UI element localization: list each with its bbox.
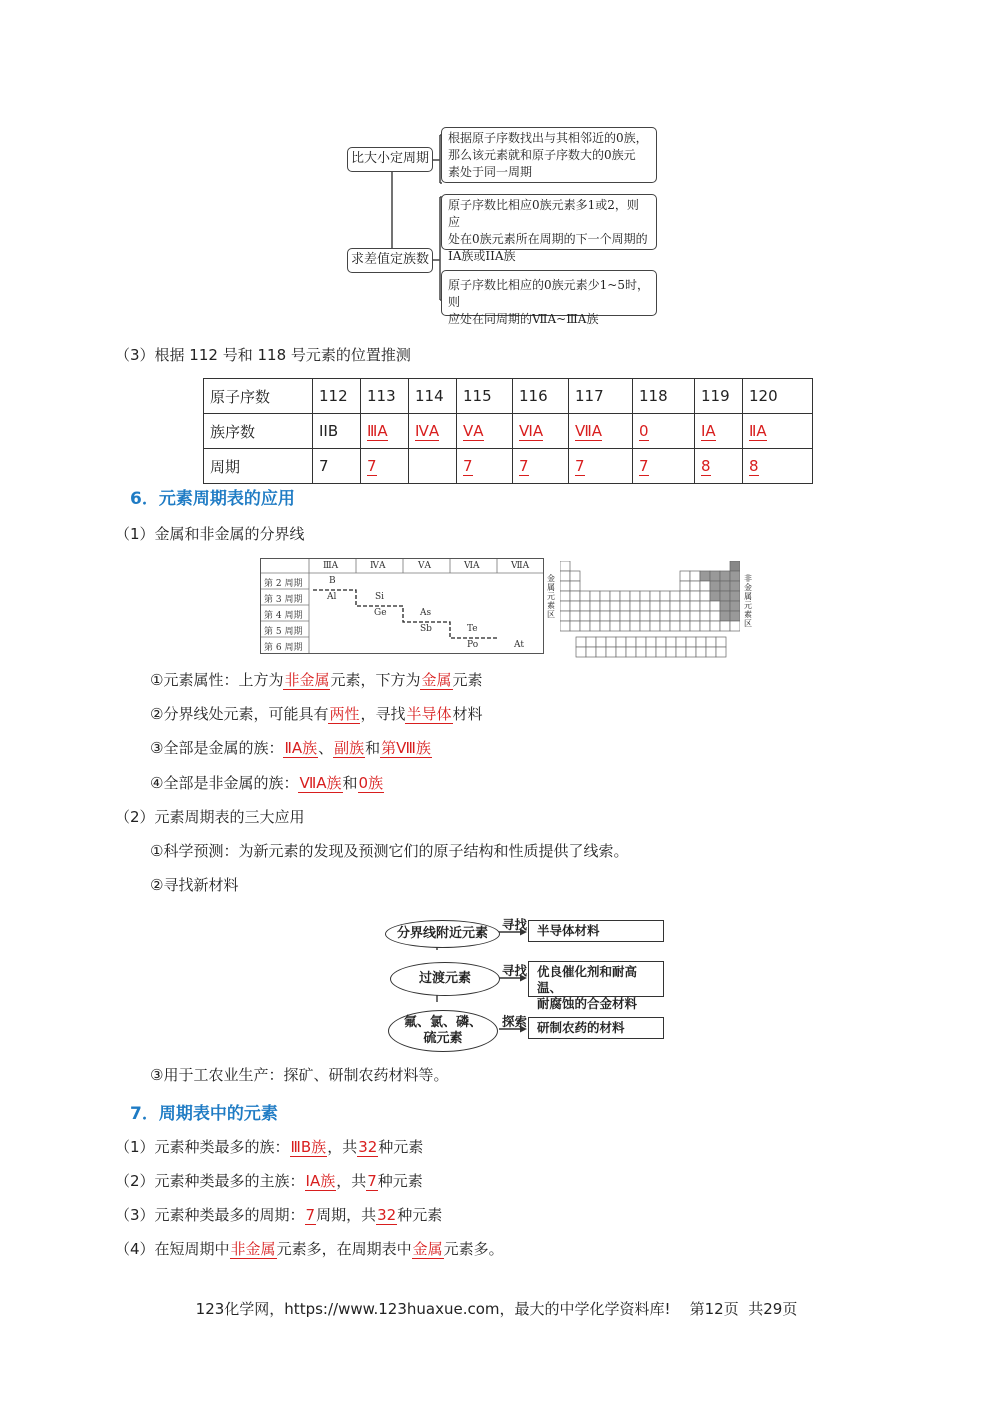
point-text: 元素，下方为 [330, 671, 421, 689]
table-cell-shape [576, 637, 586, 647]
table-cell-shape [580, 591, 590, 601]
table-cell-shape [610, 621, 620, 631]
table-cell-shape [660, 621, 670, 631]
table-cell-shape [560, 591, 570, 601]
answer-text: ⅦA族 [299, 774, 342, 792]
table-cell [513, 414, 569, 449]
table-cell-shape [560, 571, 570, 581]
answer-text: ⅢB族 [290, 1138, 327, 1156]
answer-text: 两性 [329, 705, 360, 723]
table-cell-shape [710, 621, 720, 631]
table-cell-shape [586, 637, 596, 647]
table-row [204, 414, 813, 449]
point-3 [150, 737, 432, 759]
table-cell [695, 414, 743, 449]
table-cell [361, 414, 409, 449]
point-4 [150, 772, 384, 794]
boundary-grid-lines [261, 559, 543, 653]
application-3: ③用于工农业生产：探矿、研制农药材料等。 [150, 1066, 449, 1084]
table-cell-shape [700, 571, 710, 581]
table-cell-shape [696, 647, 706, 657]
table-cell-shape [730, 581, 740, 591]
table-cell-shape [626, 647, 636, 657]
element-symbol: Si [375, 592, 385, 602]
table-cell-shape [560, 581, 570, 591]
table-cell-shape [620, 611, 630, 621]
table-cell-shape [680, 591, 690, 601]
answer-text: ⅠA族 [305, 1172, 336, 1190]
point-text: ③全部是金属的族： [150, 739, 284, 757]
table-cell-shape [720, 571, 730, 581]
table-cell-shape [600, 591, 610, 601]
table-cell-shape [606, 647, 616, 657]
line-text: 种元素 [397, 1206, 443, 1224]
table-cell-shape [570, 621, 580, 631]
answer-text: 0 [639, 422, 649, 440]
table-cell-shape [686, 647, 696, 657]
element-symbol: Al [327, 592, 337, 602]
answer-text: ⅡA族 [284, 739, 318, 757]
table-cell-shape [730, 591, 740, 601]
table-cell-shape [560, 611, 570, 621]
element-symbol: At [514, 640, 524, 650]
table-cell-shape [666, 637, 676, 647]
table-cell-shape [630, 591, 640, 601]
table-cell-shape [690, 591, 700, 601]
table-cell-shape [590, 611, 600, 621]
table-cell-shape [730, 611, 740, 621]
table-cell-shape [676, 647, 686, 657]
period-label: 第 3 周期 [264, 595, 303, 605]
line-text: 种元素 [377, 1172, 423, 1190]
section-7-heading: 7．周期表中的元素 [130, 1104, 278, 1124]
table-cell-shape [716, 647, 726, 657]
table-cell-shape [590, 601, 600, 611]
line-text: 元素多。 [443, 1240, 504, 1258]
table-cell [457, 449, 513, 484]
answer-text: 7 [639, 457, 649, 475]
table-cell-shape [580, 621, 590, 631]
point-text: ，寻找 [360, 705, 406, 723]
page-footer: 123化学网，https://www.123huaxue.com，最大的中学化学资料库! 第12页 共29页 [195, 1300, 798, 1318]
table-cell-shape [640, 591, 650, 601]
table-cell-shape [670, 611, 680, 621]
line-text: （3）元素种类最多的周期： [115, 1206, 305, 1224]
table-cell-shape [710, 581, 720, 591]
table-cell-shape [730, 601, 740, 611]
table-cell-shape [720, 601, 730, 611]
table-cell-shape [666, 647, 676, 657]
group-header: ⅤA [418, 561, 431, 571]
table-cell: 113 [361, 379, 409, 414]
table-cell-shape [650, 621, 660, 631]
section-7-line-2 [115, 1170, 423, 1192]
table-cell-shape [656, 637, 666, 647]
element-symbol: Sb [420, 624, 432, 634]
table-cell-shape [690, 621, 700, 631]
answer-text: 7 [575, 457, 585, 475]
table-cell [409, 414, 457, 449]
point-1 [150, 669, 483, 691]
table-cell-shape [700, 611, 710, 621]
point-text: 和 [365, 739, 381, 757]
group-header: ⅥA [464, 561, 480, 571]
answer-text: ⅥA [519, 422, 544, 440]
application-2: ②寻找新材料 [150, 876, 239, 894]
table-cell-shape [646, 647, 656, 657]
table-cell [513, 449, 569, 484]
answer-text: 非金属 [284, 671, 330, 689]
table-cell-shape [610, 601, 620, 611]
line-text: ，共 [327, 1138, 358, 1156]
line-text: 元素多，在周期表中 [276, 1240, 412, 1258]
item3-title: （3）根据 112 号和 118 号元素的位置推测 [115, 346, 411, 364]
point-text: 材料 [452, 705, 483, 723]
period-label: 第 5 周期 [264, 627, 303, 637]
row-label: 族序数 [204, 414, 313, 449]
element-symbol: As [420, 608, 432, 618]
answer-text: 7 [305, 1206, 316, 1224]
table-cell-shape [570, 581, 580, 591]
table-cell-shape [630, 611, 640, 621]
element-symbol: Po [467, 640, 479, 650]
element-position-table [203, 378, 813, 484]
nonmetal-region-label: 非金属元素区 [744, 574, 752, 628]
table-cell-shape [670, 601, 680, 611]
table-cell-shape [710, 571, 720, 581]
answer-text: ⅡA [749, 422, 767, 440]
line-text: （1）元素种类最多的族： [115, 1138, 290, 1156]
table-cell-shape [700, 581, 710, 591]
table-cell-shape [670, 591, 680, 601]
table-cell-shape [720, 621, 730, 631]
mindmap-rule-1: 根据原子序数找出与其相邻近的0族， 那么该元素就和原子序数大的0族元 素处于同一周期 [441, 127, 657, 183]
table-cell-shape [590, 591, 600, 601]
table-cell-shape [650, 591, 660, 601]
answer-text: 7 [367, 457, 377, 475]
table-cell-shape [706, 647, 716, 657]
periodic-table-silhouette [560, 561, 740, 659]
table-cell-shape [560, 601, 570, 611]
table-cell-shape [720, 581, 730, 591]
answer-text: 金属 [421, 671, 452, 689]
line-text: （4）在短周期中 [115, 1240, 230, 1258]
table-cell-shape [680, 581, 690, 591]
table-cell [633, 449, 695, 484]
answer-text: 金属 [412, 1240, 443, 1258]
answer-text: 第Ⅷ族 [381, 739, 431, 757]
point-text: ①元素属性：上方为 [150, 671, 284, 689]
mindmap-rule-3: 原子序数比相应的0族元素少1~5时，则 应处在同周期的ⅦA~ⅢA族 [441, 270, 657, 316]
table-cell-shape [606, 637, 616, 647]
table-cell-shape [616, 647, 626, 657]
answer-text: 副族 [334, 739, 365, 757]
table-cell-shape [730, 561, 740, 571]
table-cell-shape [616, 637, 626, 647]
table-cell [633, 414, 695, 449]
answer-text: ⅦA [575, 422, 603, 440]
table-cell-shape [586, 647, 596, 657]
table-cell [457, 414, 513, 449]
section-6-1-title: （1）金属和非金属的分界线 [115, 525, 305, 543]
table-cell-shape [640, 601, 650, 611]
table-cell [743, 449, 813, 484]
mindmap-group-box: 求差值定族数 [347, 248, 433, 273]
table-cell: 118 [633, 379, 695, 414]
answer-text: 32 [358, 1138, 378, 1156]
answer-text: 7 [519, 457, 529, 475]
answer-text: 8 [701, 457, 711, 475]
table-cell-shape [630, 621, 640, 631]
answer-text: 非金属 [230, 1240, 276, 1258]
group-header: ⅢA [323, 561, 339, 571]
table-cell: 112 [313, 379, 361, 414]
oval-transition-elements: 过渡元素 [390, 962, 500, 996]
point-text: ④全部是非金属的族： [150, 774, 299, 792]
row-label: 周期 [204, 449, 313, 484]
table-cell-shape [706, 637, 716, 647]
table-cell [569, 414, 633, 449]
period-label: 第 2 周期 [264, 579, 303, 589]
table-cell-shape [656, 647, 666, 657]
answer-text: ⅢA [367, 422, 388, 440]
element-symbol: Te [467, 624, 478, 634]
table-cell-shape [690, 581, 700, 591]
table-cell-shape [696, 637, 706, 647]
table-cell-shape [640, 611, 650, 621]
mindmap-period-box: 比大小定周期 [347, 147, 433, 172]
table-cell-shape [580, 611, 590, 621]
table-cell-shape [680, 601, 690, 611]
table-cell-shape [570, 611, 580, 621]
box-pesticide: 研制农药的材料 [528, 1017, 664, 1039]
table-cell-shape [650, 601, 660, 611]
table-cell [409, 449, 457, 484]
table-cell-shape [570, 601, 580, 611]
table-cell-shape [620, 591, 630, 601]
table-cell-shape [730, 621, 740, 631]
table-cell: 116 [513, 379, 569, 414]
point-text: 元素 [452, 671, 483, 689]
table-cell-shape [680, 621, 690, 631]
table-cell-shape [636, 647, 646, 657]
verb-label: 寻找 [502, 917, 528, 932]
section-7-line-1 [115, 1136, 423, 1158]
boundary-line-table [260, 558, 544, 654]
table-row [204, 449, 813, 484]
table-cell-shape [580, 601, 590, 611]
point-text: 、 [318, 739, 334, 757]
oval-f-cl-p-s: 氟、氯、磷、 硫元素 [388, 1010, 498, 1052]
table-cell-shape [570, 591, 580, 601]
table-cell [743, 414, 813, 449]
mindmap-rule-2: 原子序数比相应0族元素多1或2，则应 处在0族元素所在周期的下一个周期的 IA族或IIA族 [441, 194, 657, 250]
answer-text: ⅠA [701, 422, 716, 440]
table-cell-shape [700, 601, 710, 611]
table-cell-shape [620, 621, 630, 631]
table-cell-shape [610, 611, 620, 621]
answer-text: ⅤA [463, 422, 484, 440]
table-cell-shape [560, 561, 570, 571]
answer-text: ⅣA [415, 422, 440, 440]
table-cell: 117 [569, 379, 633, 414]
table-cell-shape [660, 611, 670, 621]
line-text: ，共 [336, 1172, 367, 1190]
table-row [204, 379, 813, 414]
answer-text: 8 [749, 457, 759, 475]
point-text: 和 [342, 774, 358, 792]
group-header: ⅣA [370, 561, 386, 571]
answer-text: 半导体 [406, 705, 452, 723]
table-cell-shape [680, 611, 690, 621]
answer-text: 7 [463, 457, 473, 475]
table-cell-shape [570, 571, 580, 581]
table-cell-shape [690, 601, 700, 611]
table-cell: 115 [457, 379, 513, 414]
table-cell: 7 [313, 449, 361, 484]
table-cell-shape [720, 591, 730, 601]
table-cell-shape [716, 637, 726, 647]
table-cell-shape [626, 637, 636, 647]
verb-label: 寻找 [502, 963, 528, 978]
section-6-heading: 6．元素周期表的应用 [130, 489, 295, 509]
table-cell: IIB [313, 414, 361, 449]
section-7-line-4 [115, 1238, 504, 1260]
period-label: 第 6 周期 [264, 643, 303, 653]
table-cell-shape [646, 637, 656, 647]
answer-text: 7 [367, 1172, 377, 1190]
metal-region-label: 金属元素区 [547, 574, 555, 619]
table-cell-shape [700, 621, 710, 631]
table-cell: 119 [695, 379, 743, 414]
table-cell-shape [650, 611, 660, 621]
table-cell-shape [630, 601, 640, 611]
table-cell [695, 449, 743, 484]
table-cell: 120 [743, 379, 813, 414]
table-cell-shape [730, 571, 740, 581]
element-symbol: Ge [374, 608, 387, 618]
row-label: 原子序数 [204, 379, 313, 414]
box-semiconductor: 半导体材料 [528, 920, 664, 942]
line-text: （2）元素种类最多的主族： [115, 1172, 305, 1190]
table-cell [361, 449, 409, 484]
point-2 [150, 703, 483, 725]
table-cell-shape [660, 601, 670, 611]
box-catalyst-alloy: 优良催化剂和耐高温、 耐腐蚀的合金材料 [528, 961, 664, 997]
line-text: 周期，共 [316, 1206, 377, 1224]
table-cell [569, 449, 633, 484]
table-cell-shape [690, 611, 700, 621]
line-text: 种元素 [378, 1138, 424, 1156]
table-cell-shape [576, 647, 586, 657]
oval-boundary-elements: 分界线附近元素 [385, 920, 500, 948]
table-cell-shape [686, 637, 696, 647]
point-text: ②分界线处元素，可能具有 [150, 705, 329, 723]
table-cell-shape [710, 601, 720, 611]
table-cell-shape [600, 601, 610, 611]
section-6-2-title: （2）元素周期表的三大应用 [115, 808, 305, 826]
table-cell-shape [610, 591, 620, 601]
table-cell-shape [690, 571, 700, 581]
table-cell-shape [720, 611, 730, 621]
table-cell-shape [596, 647, 606, 657]
table-cell-shape [590, 621, 600, 631]
period-label: 第 4 周期 [264, 611, 303, 621]
answer-text: 32 [377, 1206, 397, 1224]
table-cell-shape [660, 591, 670, 601]
section-7-line-3 [115, 1204, 442, 1226]
table-cell-shape [620, 601, 630, 611]
table-cell-shape [676, 637, 686, 647]
element-symbol: B [329, 576, 336, 586]
table-cell: 114 [409, 379, 457, 414]
table-cell-shape [670, 621, 680, 631]
application-1: ①科学预测：为新元素的发现及预测它们的原子结构和性质提供了线索。 [150, 842, 629, 860]
table-cell-shape [636, 637, 646, 647]
table-cell-shape [710, 591, 720, 601]
table-cell-shape [680, 571, 690, 581]
table-cell-shape [600, 611, 610, 621]
table-cell-shape [710, 611, 720, 621]
table-cell-shape [640, 621, 650, 631]
verb-label: 探索 [502, 1014, 528, 1029]
table-cell-shape [600, 621, 610, 631]
table-cell-shape [560, 621, 570, 631]
group-header: ⅦA [511, 561, 530, 571]
table-cell-shape [596, 637, 606, 647]
answer-text: 0族 [358, 774, 384, 792]
table-cell-shape [700, 591, 710, 601]
